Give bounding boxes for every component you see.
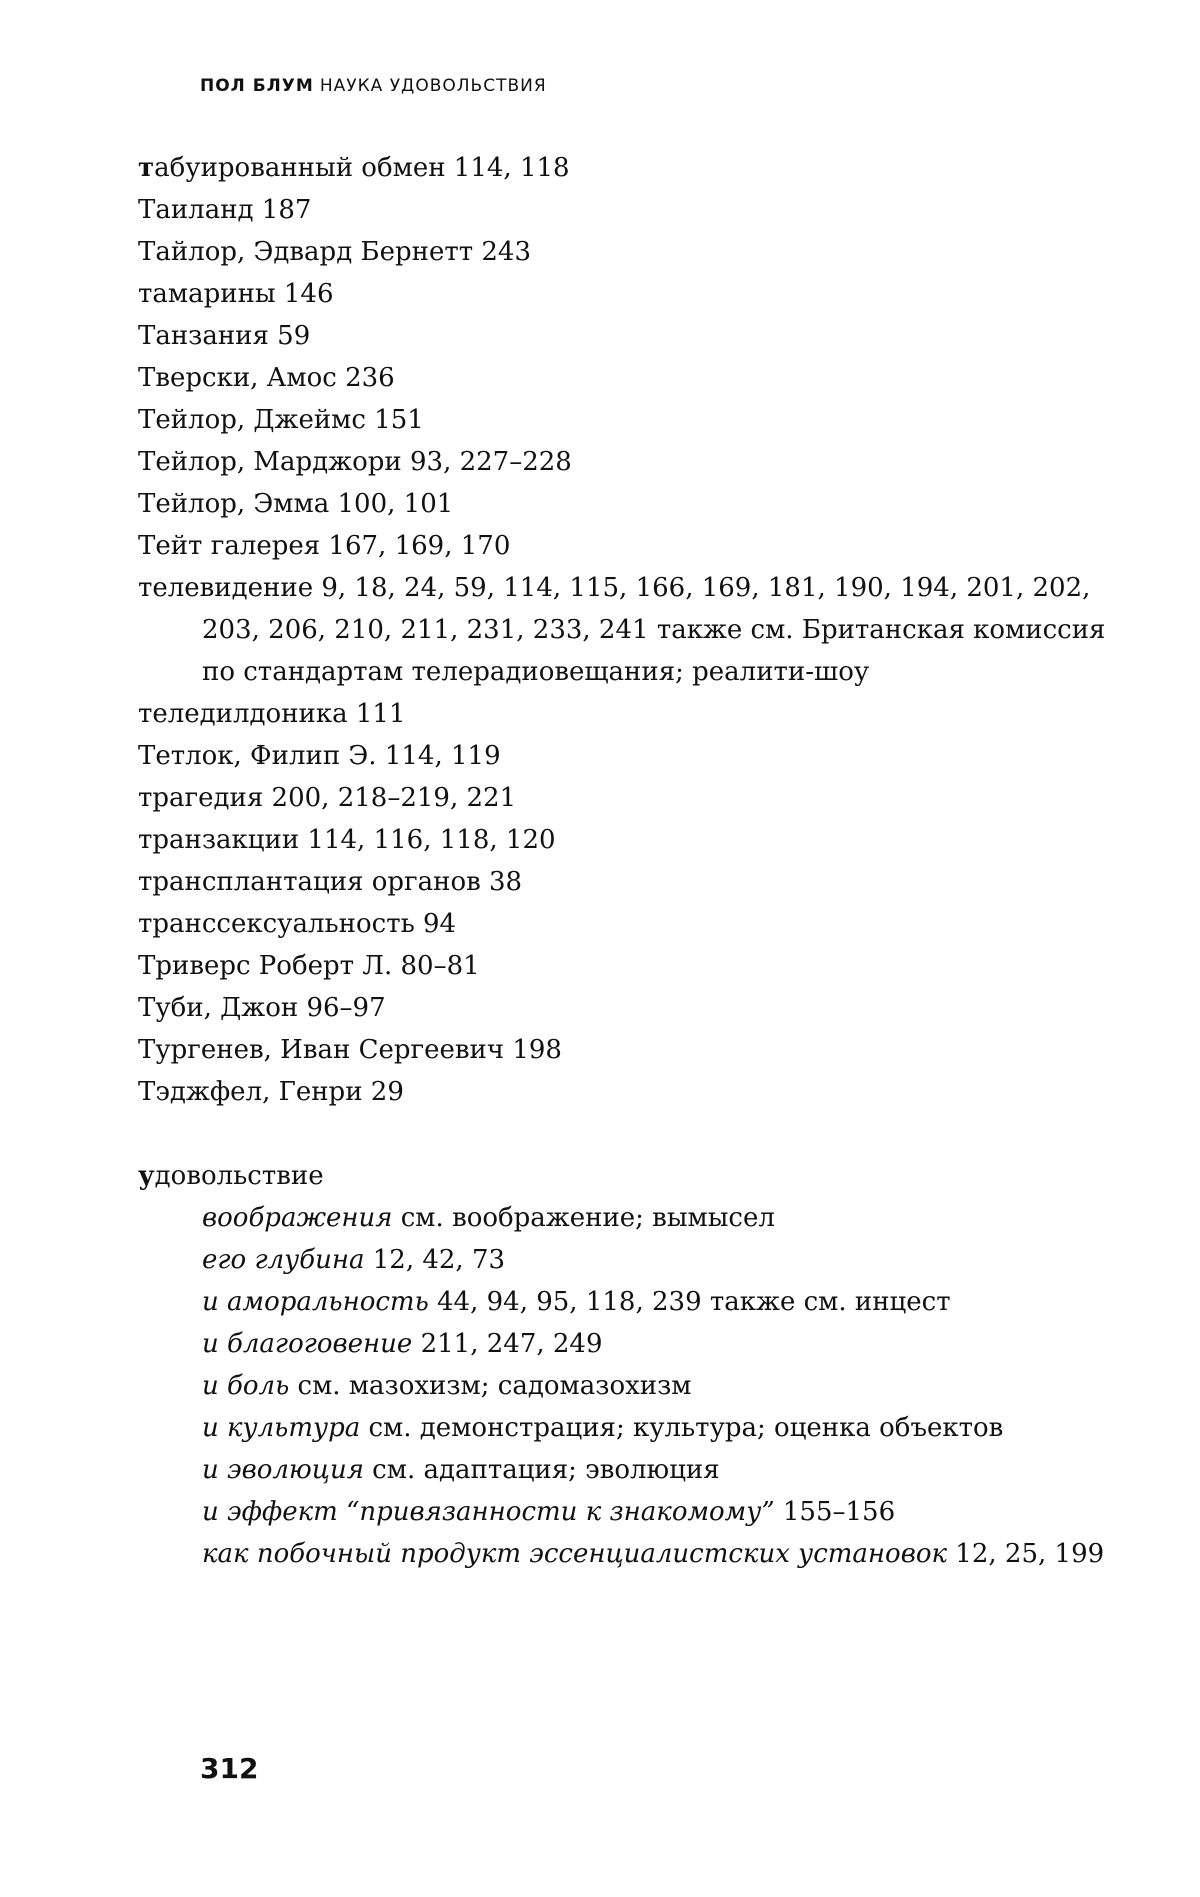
index-entry: Тейлор, Марджори 93, 227–228 <box>138 441 1078 483</box>
index-subentry: и благоговение 211, 247, 249 <box>138 1323 1078 1365</box>
header-title: НАУКА УДОВОЛЬСТВИЯ <box>320 76 547 96</box>
index-subentry: и аморальность 44, 94, 95, 118, 239 также см. инцест <box>138 1281 1078 1323</box>
index-subentry: как побочный продукт эссенциалистских установок 12, 25, 199 <box>138 1533 1078 1575</box>
index-subentry: и боль см. мазохизм; садомазохизм <box>138 1365 1078 1407</box>
index-list <box>138 147 1078 1575</box>
index-entry-tv: телевидение 9, 18, 24, 59, 114, 115, 166, 169, 181, 190, 194, 201, 202, <box>138 567 1078 609</box>
index-entry: табуированный обмен 114, 118 <box>138 147 1078 189</box>
index-entry: транссексуальность 94 <box>138 903 1078 945</box>
index-subentry: и эволюция см. адаптация; эволюция <box>138 1449 1078 1491</box>
index-entry: Тургенев, Иван Сергеевич 198 <box>138 1029 1078 1071</box>
section-letter-t: т <box>138 153 154 183</box>
section-letter-u: у <box>138 1161 155 1191</box>
index-entry-continuation: 203, 206, 210, 211, 231, 233, 241 также см. Британская комиссия <box>138 609 1078 651</box>
page-number: 312 <box>200 1752 258 1785</box>
index-entry: Тайлор, Эдвард Бернетт 243 <box>138 231 1078 273</box>
index-entry: Тейлор, Джеймс 151 <box>138 399 1078 441</box>
index-entry: Тэджфел, Генри 29 <box>138 1071 1078 1113</box>
header-author: ПОЛ БЛУМ <box>200 76 314 96</box>
running-header <box>200 76 547 96</box>
index-subentry: его глубина 12, 42, 73 <box>138 1239 1078 1281</box>
index-entry: Таиланд 187 <box>138 189 1078 231</box>
index-entry: трансплантация органов 38 <box>138 861 1078 903</box>
index-entry: Танзания 59 <box>138 315 1078 357</box>
index-entry: транзакции 114, 116, 118, 120 <box>138 819 1078 861</box>
index-entry: Триверс Роберт Л. 80–81 <box>138 945 1078 987</box>
index-entry: Тверски, Амос 236 <box>138 357 1078 399</box>
index-entry: теледилдоника 111 <box>138 693 1078 735</box>
index-entry-continuation: по стандартам телерадиовещания; реалити-шоу <box>138 651 1078 693</box>
index-entry-heading: удовольствие <box>138 1155 1078 1197</box>
section-gap <box>138 1113 1078 1155</box>
index-subentry: и эффект “привязанности к знакомому” 155–156 <box>138 1491 1078 1533</box>
index-subentry: и культура см. демонстрация; культура; оценка объектов <box>138 1407 1078 1449</box>
index-entry: Тейт галерея 167, 169, 170 <box>138 525 1078 567</box>
index-subentry: воображения см. воображение; вымысел <box>138 1197 1078 1239</box>
index-entry: Тетлок, Филип Э. 114, 119 <box>138 735 1078 777</box>
index-entry: трагедия 200, 218–219, 221 <box>138 777 1078 819</box>
index-entry: Туби, Джон 96–97 <box>138 987 1078 1029</box>
index-entry: тамарины 146 <box>138 273 1078 315</box>
index-entry: Тейлор, Эмма 100, 101 <box>138 483 1078 525</box>
